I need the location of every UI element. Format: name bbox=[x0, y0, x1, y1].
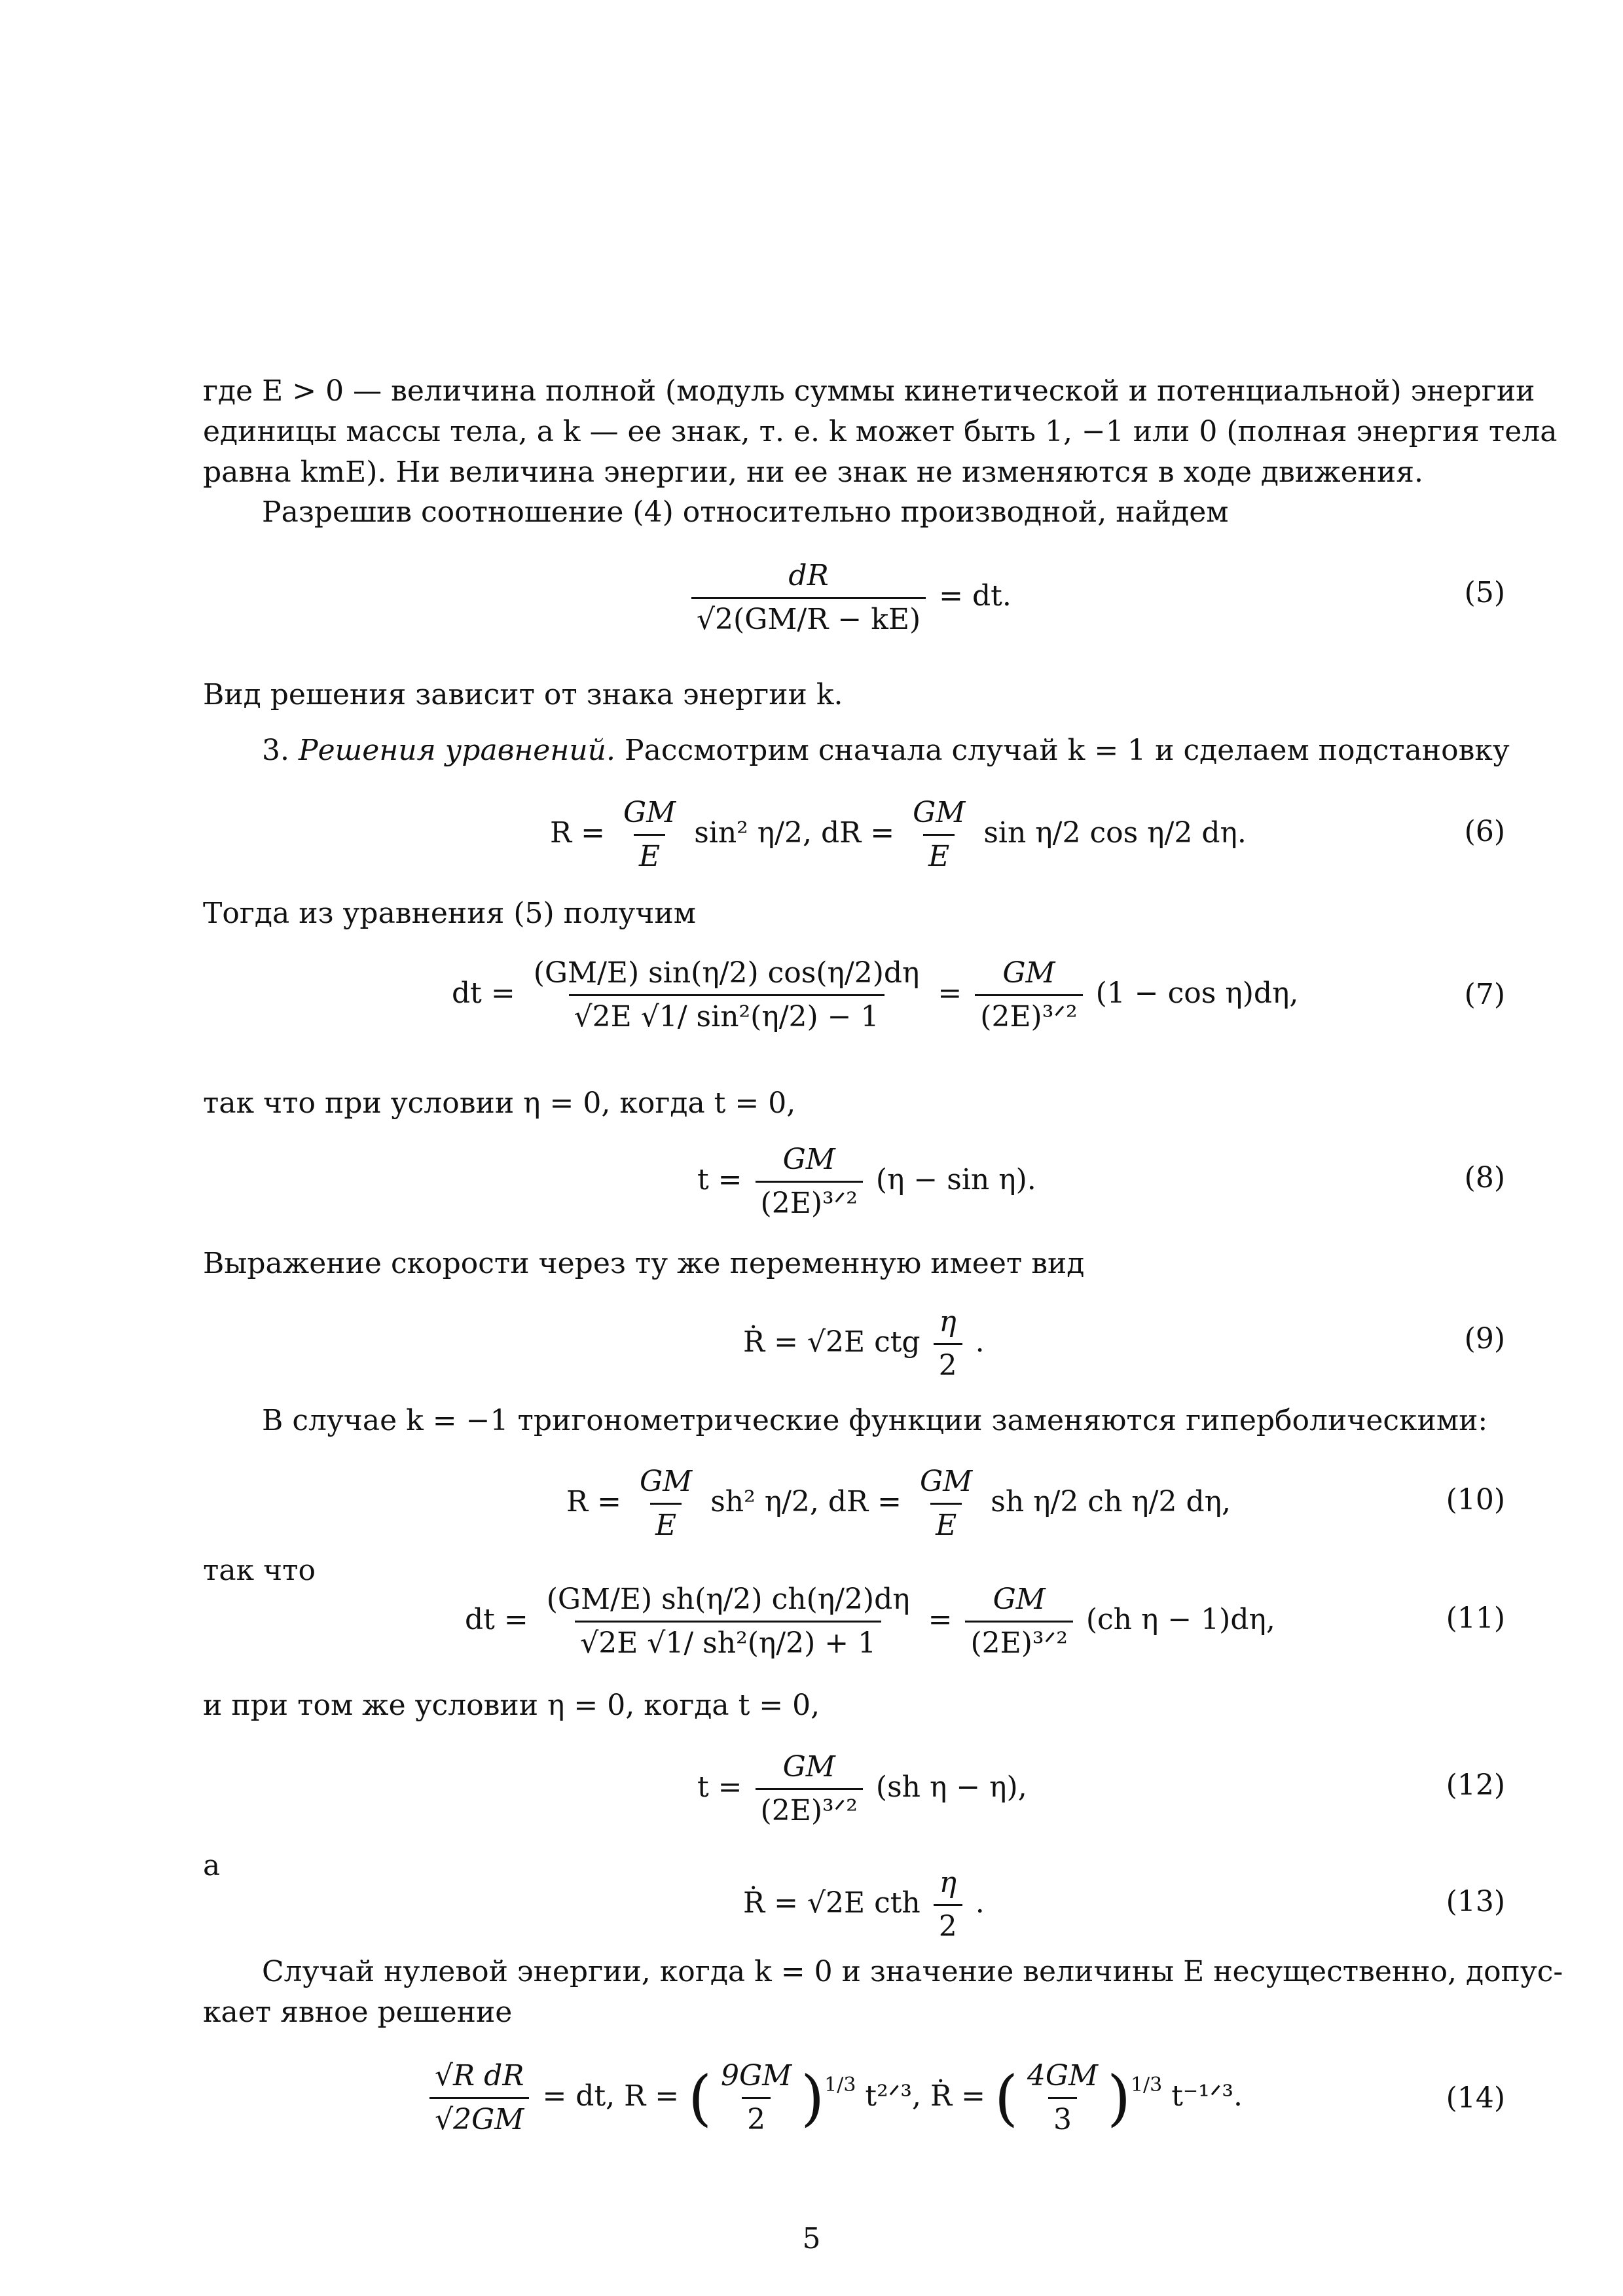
equation-label: (7) bbox=[1464, 978, 1505, 1011]
fraction bbox=[541, 1579, 915, 1664]
denominator: √2E √1/ sh²(η/2) + 1 bbox=[575, 1621, 881, 1664]
denominator: E bbox=[650, 1503, 682, 1547]
denominator: E bbox=[634, 834, 665, 878]
equation-lhs: Ṙ = √2E cth bbox=[743, 1886, 921, 1920]
equation-lhs: R = bbox=[566, 1485, 621, 1518]
equation-label: (11) bbox=[1446, 1602, 1505, 1635]
paragraph-line: В случае k = −1 тригонометрические функции заменяются гиперболическими: bbox=[262, 1404, 1488, 1437]
numerator: η bbox=[939, 1866, 957, 1899]
numerator: 4GM bbox=[1027, 2059, 1099, 2092]
equation-rhs: (η − sin η). bbox=[875, 1163, 1036, 1196]
numerator: GM bbox=[920, 1465, 973, 1498]
equation-5 bbox=[687, 555, 1012, 641]
equation-middle: = bbox=[938, 977, 962, 1010]
equation-middle: sh² η/2, dR = bbox=[710, 1485, 902, 1518]
numerator: GM bbox=[639, 1465, 693, 1498]
equation-middle: sin² η/2, dR = bbox=[694, 816, 895, 850]
denominator: 3 bbox=[1048, 2097, 1077, 2141]
paragraph-line: единицы массы тела, а k — ее знак, т. е. k может быть 1, −1 или 0 (полная энергия тела bbox=[203, 415, 1558, 448]
equation-rhs: sin η/2 cos η/2 dη. bbox=[983, 816, 1247, 850]
equation-middle: = bbox=[928, 1603, 953, 1636]
equation-label: (9) bbox=[1464, 1322, 1505, 1355]
denominator: √2(GM/R − kE) bbox=[691, 597, 926, 641]
equation-label: (14) bbox=[1446, 2081, 1505, 2115]
paragraph-line: Разрешив соотношение (4) относительно производной, найдем bbox=[262, 495, 1229, 529]
equation-14 bbox=[426, 2055, 1243, 2141]
left-paren: ( bbox=[994, 2063, 1018, 2133]
equation-rhs: = dt. bbox=[939, 579, 1012, 613]
fraction bbox=[907, 792, 970, 878]
fraction bbox=[756, 1139, 863, 1225]
equation-lhs: R = bbox=[550, 816, 605, 850]
fraction bbox=[965, 1579, 1072, 1664]
paragraph-line: где E > 0 — величина полной (модуль суммы кинетической и потенциальной) энергии bbox=[203, 374, 1535, 408]
equation-7 bbox=[452, 952, 1298, 1038]
fraction bbox=[618, 792, 681, 878]
paragraph-line: так что при условии η = 0, когда t = 0, bbox=[203, 1086, 796, 1120]
exponent: 1/3 bbox=[824, 2073, 856, 2096]
equation-13 bbox=[743, 1862, 985, 1948]
denominator: (2E)³ᐟ² bbox=[975, 994, 1082, 1038]
paragraph-line: а bbox=[203, 1849, 221, 1882]
equation-11 bbox=[465, 1579, 1275, 1664]
denominator: (2E)³ᐟ² bbox=[965, 1621, 1072, 1664]
numerator: GM bbox=[623, 796, 676, 829]
denominator: (2E)³ᐟ² bbox=[756, 1788, 863, 1832]
fraction bbox=[1022, 2055, 1103, 2141]
fraction bbox=[915, 1461, 977, 1547]
equation-9 bbox=[743, 1301, 985, 1387]
equation-label: (5) bbox=[1464, 576, 1505, 609]
paragraph-line: кает явное решение bbox=[203, 1996, 513, 2029]
section-title: Решения уравнений. bbox=[298, 734, 615, 767]
numerator: (GM/E) sh(η/2) ch(η/2)dη bbox=[546, 1583, 910, 1616]
equation-8 bbox=[697, 1139, 1036, 1225]
denominator: E bbox=[923, 834, 955, 878]
equation-lhs: t = bbox=[697, 1770, 742, 1804]
paragraph-line: Выражение скорости через ту же переменную имеет вид bbox=[203, 1247, 1085, 1280]
paragraph-line: Тогда из уравнения (5) получим bbox=[203, 897, 696, 930]
left-paren: ( bbox=[688, 2063, 712, 2133]
equation-rhs: . bbox=[975, 1325, 985, 1359]
equation-label: (8) bbox=[1464, 1161, 1505, 1194]
equation-middle: t²ᐟ³, Ṙ = bbox=[865, 2079, 985, 2113]
paragraph-line: Вид решения зависит от знака энергии k. bbox=[203, 678, 843, 711]
page-number: 5 bbox=[802, 2222, 821, 2255]
denominator: (2E)³ᐟ² bbox=[756, 1181, 863, 1225]
section-number: 3. bbox=[262, 734, 289, 767]
numerator: √R dR bbox=[435, 2059, 524, 2092]
numerator: dR bbox=[788, 559, 829, 592]
numerator: GM bbox=[993, 1583, 1046, 1616]
equation-lhs: Ṙ = √2E ctg bbox=[743, 1325, 921, 1359]
equation-12 bbox=[697, 1746, 1027, 1832]
equation-lhs: dt = bbox=[452, 977, 515, 1010]
numerator: GM bbox=[1002, 956, 1055, 990]
numerator: η bbox=[939, 1305, 957, 1338]
numerator: GM bbox=[782, 1143, 835, 1176]
equation-rhs: sh η/2 ch η/2 dη, bbox=[991, 1485, 1231, 1518]
paragraph-text: Рассмотрим сначала случай k = 1 и сделаем подстановку bbox=[624, 734, 1510, 767]
equation-label: (10) bbox=[1446, 1483, 1505, 1516]
equation-rhs: (1 − cos η)dη, bbox=[1095, 977, 1299, 1010]
fraction bbox=[528, 952, 925, 1038]
equation-label: (6) bbox=[1464, 815, 1505, 848]
equation-rhs: t⁻¹ᐟ³. bbox=[1171, 2079, 1243, 2113]
fraction bbox=[429, 2055, 529, 2141]
fraction bbox=[756, 1746, 863, 1832]
equation-middle: = dt, R = bbox=[542, 2079, 680, 2113]
paragraph-line: равна kmE). Ни величина энергии, ни ее знак не изменяются в ходе движения. bbox=[203, 456, 1424, 489]
denominator: 2 bbox=[934, 1904, 962, 1948]
numerator: GM bbox=[913, 796, 966, 829]
denominator: 2 bbox=[934, 1343, 962, 1387]
numerator: GM bbox=[782, 1750, 835, 1784]
denominator: E bbox=[930, 1503, 962, 1547]
equation-label: (13) bbox=[1446, 1885, 1505, 1918]
paragraph-line: и при том же условии η = 0, когда t = 0, bbox=[203, 1689, 820, 1722]
fraction bbox=[716, 2055, 797, 2141]
numerator: (GM/E) sin(η/2) cos(η/2)dη bbox=[533, 956, 920, 990]
equation-10 bbox=[566, 1461, 1231, 1547]
fraction bbox=[634, 1461, 697, 1547]
equation-6 bbox=[550, 792, 1247, 878]
right-paren: ) bbox=[801, 2063, 825, 2133]
equation-label: (12) bbox=[1446, 1768, 1505, 1802]
exponent: 1/3 bbox=[1130, 2073, 1163, 2096]
equation-rhs: (ch η − 1)dη, bbox=[1085, 1603, 1275, 1636]
denominator: √2GM bbox=[429, 2097, 529, 2141]
fraction bbox=[934, 1862, 962, 1948]
paragraph-line: так что bbox=[203, 1554, 316, 1587]
equation-rhs: (sh η − η), bbox=[875, 1770, 1027, 1804]
fraction bbox=[975, 952, 1082, 1038]
equation-lhs: t = bbox=[697, 1163, 742, 1196]
numerator: 9GM bbox=[721, 2059, 792, 2092]
equation-rhs: . bbox=[975, 1886, 985, 1920]
denominator: √2E √1/ sin²(η/2) − 1 bbox=[569, 994, 884, 1038]
equation-lhs: dt = bbox=[465, 1603, 528, 1636]
paragraph-line: Случай нулевой энергии, когда k = 0 и значение величины E несущественно, допус- bbox=[262, 1955, 1563, 1988]
denominator: 2 bbox=[742, 2097, 771, 2141]
right-paren: ) bbox=[1107, 2063, 1131, 2133]
section-heading-line bbox=[262, 730, 1510, 771]
fraction bbox=[934, 1301, 962, 1387]
fraction bbox=[691, 555, 926, 641]
